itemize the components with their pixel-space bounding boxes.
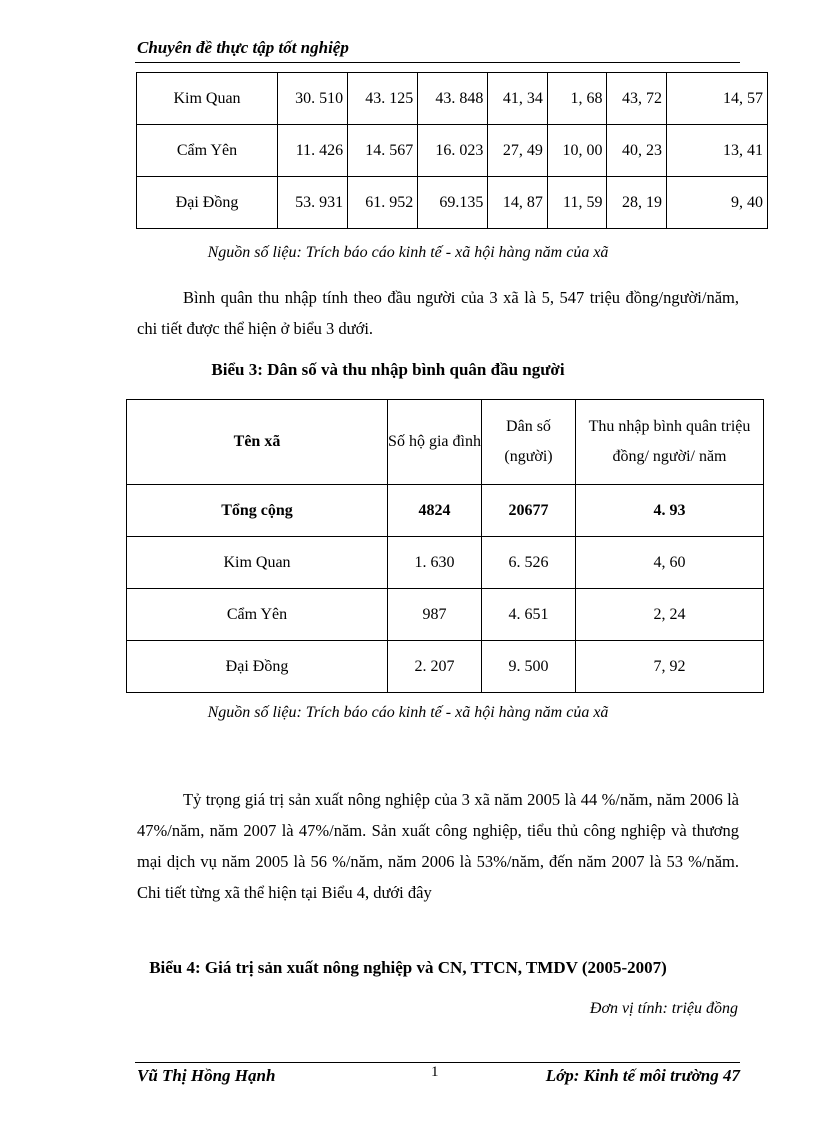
table-cell: 2, 24 <box>576 589 764 641</box>
table-cell: 10, 00 <box>547 125 607 177</box>
page-number: 1 <box>431 1064 439 1080</box>
paragraph-2-text: Tỷ trọng giá trị sản xuất nông nghiệp của 3 xã năm 2005 là 44 %/năm, năm 2006 là 47%/năm, năm 2007 là 47%/năm. Sản xuất công nghiệp, tiểu thủ công nghiệp và thương mại dịch vụ năm 2005 là 56 %/năm, năm 2006 là 53%/năm, đến năm 2007 là 53 %/năm. Chi tiết từng xã thể hiện tại Biểu 4, dưới đây <box>137 790 739 902</box>
paragraph-1-text: Bình quân thu nhập tính theo đầu người của 3 xã là 5, 547 triệu đồng/người/năm, chi tiết được thể hiện ở biểu 3 dưới. <box>137 288 739 338</box>
table-row <box>137 73 768 125</box>
paragraph-2 <box>137 784 739 908</box>
table-row <box>127 641 764 693</box>
footer-class: Lớp: Kinh tế môi trường 47 <box>545 1066 740 1085</box>
table-cell: 11. 426 <box>278 125 348 177</box>
table-cell: Tổng cộng <box>127 485 388 537</box>
table-cell: 1. 630 <box>388 537 482 589</box>
footer-author: Vũ Thị Hồng Hạnh <box>137 1066 276 1085</box>
table-cell: Cẩm Yên <box>127 589 388 641</box>
table-cell: 4. 93 <box>576 485 764 537</box>
table-row <box>137 177 768 229</box>
table-cell: 13, 41 <box>667 125 768 177</box>
header-rule <box>135 62 740 63</box>
column-header: Thu nhập bình quân triệu đồng/ người/ năm <box>576 400 764 485</box>
table-cell: 40, 23 <box>607 125 667 177</box>
source-note-1: Nguồn số liệu: Trích báo cáo kinh tế - xã hội hàng năm của xã <box>207 244 609 261</box>
column-header: Số hộ gia đình <box>388 400 482 485</box>
table-cell: 43, 72 <box>607 73 667 125</box>
table-cell: 16. 023 <box>418 125 488 177</box>
table-1 <box>136 72 768 229</box>
table-cell: 9. 500 <box>482 641 576 693</box>
table-cell: 43. 125 <box>348 73 418 125</box>
table-cell: 987 <box>388 589 482 641</box>
table-cell: 7, 92 <box>576 641 764 693</box>
table-cell: Đại Đồng <box>127 641 388 693</box>
table-3 <box>126 399 764 693</box>
table-cell: 14, 57 <box>667 73 768 125</box>
table-cell: 4824 <box>388 485 482 537</box>
table-header-row <box>127 400 764 485</box>
table-cell: 6. 526 <box>482 537 576 589</box>
table-4-caption: Biểu 4: Giá trị sản xuất nông nghiệp và CN, TTCN, TMDV (2005-2007) <box>149 958 667 977</box>
table-cell: 20677 <box>482 485 576 537</box>
table-cell: 41, 34 <box>488 73 548 125</box>
paragraph-1 <box>137 282 739 344</box>
column-header: Dân số (người) <box>482 400 576 485</box>
table-cell: 43. 848 <box>418 73 488 125</box>
table-row <box>127 537 764 589</box>
table-cell: 28, 19 <box>607 177 667 229</box>
table-cell: Đại Đồng <box>137 177 278 229</box>
table-cell: 11, 59 <box>547 177 607 229</box>
table-cell: Kim Quan <box>137 73 278 125</box>
table-row <box>127 485 764 537</box>
table-cell: Kim Quan <box>127 537 388 589</box>
footer-rule <box>135 1062 740 1063</box>
table-row <box>137 125 768 177</box>
table-cell: 14, 87 <box>488 177 548 229</box>
source-note-2: Nguồn số liệu: Trích báo cáo kinh tế - xã hội hàng năm của xã <box>207 704 609 721</box>
table-cell: 53. 931 <box>278 177 348 229</box>
table-row <box>127 589 764 641</box>
table-cell: 4. 651 <box>482 589 576 641</box>
table-cell: 27, 49 <box>488 125 548 177</box>
column-header: Tên xã <box>127 400 388 485</box>
table-cell: 69.135 <box>418 177 488 229</box>
table-cell: 30. 510 <box>278 73 348 125</box>
table-cell: Cẩm Yên <box>137 125 278 177</box>
table-cell: 14. 567 <box>348 125 418 177</box>
unit-note: Đơn vị tính: triệu đồng <box>589 1000 738 1017</box>
header-title: Chuyên đề thực tập tốt nghiệp <box>137 38 349 57</box>
table-cell: 2. 207 <box>388 641 482 693</box>
table-3-caption: Biểu 3: Dân số và thu nhập bình quân đầu người <box>211 360 565 379</box>
table-cell: 61. 952 <box>348 177 418 229</box>
table-cell: 1, 68 <box>547 73 607 125</box>
table-cell: 9, 40 <box>667 177 768 229</box>
table-cell: 4, 60 <box>576 537 764 589</box>
